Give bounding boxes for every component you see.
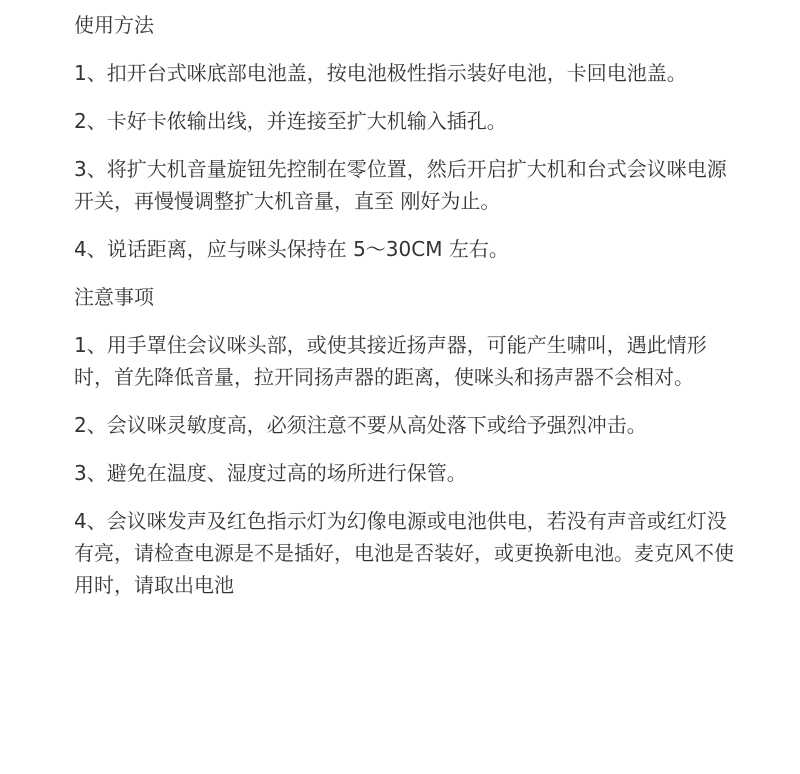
usage-item-1: 1、扣开台式咪底部电池盖，按电池极性指示装好电池，卡回电池盖。 bbox=[74, 61, 687, 85]
notes-item-4: 4、会议咪发声及红色指示灯为幻像电源或电池供电，若没有声音或红灯没有亮，请检查电源是不是插好，电池是否装好，或更换新电池。麦克风不使用时，请取出电池 bbox=[74, 509, 734, 597]
notes-item-2: 2、会议咪灵敏度高，必须注意不要从高处落下或给予强烈冲击。 bbox=[74, 413, 647, 437]
document-body bbox=[74, 9, 734, 617]
notes-heading: 注意事项 bbox=[74, 285, 154, 309]
usage-item-3: 3、将扩大机音量旋钮先控制在零位置，然后开启扩大机和台式会议咪电源开关，再慢慢调整扩大机音量，直至 刚好为止。 bbox=[74, 157, 727, 213]
notes-item-1: 1、用手罩住会议咪头部，或使其接近扬声器，可能产生啸叫，遇此情形时，首先降低音量，拉开同扬声器的距离，使咪头和扬声器不会相对。 bbox=[74, 333, 707, 389]
usage-item-2: 2、卡好卡侬输出线，并连接至扩大机输入插孔。 bbox=[74, 109, 507, 133]
usage-heading: 使用方法 bbox=[74, 13, 154, 37]
notes-item-3: 3、避免在温度、湿度过高的场所进行保管。 bbox=[74, 461, 467, 485]
usage-item-4: 4、说话距离，应与咪头保持在 5～30CM 左右。 bbox=[74, 237, 509, 261]
